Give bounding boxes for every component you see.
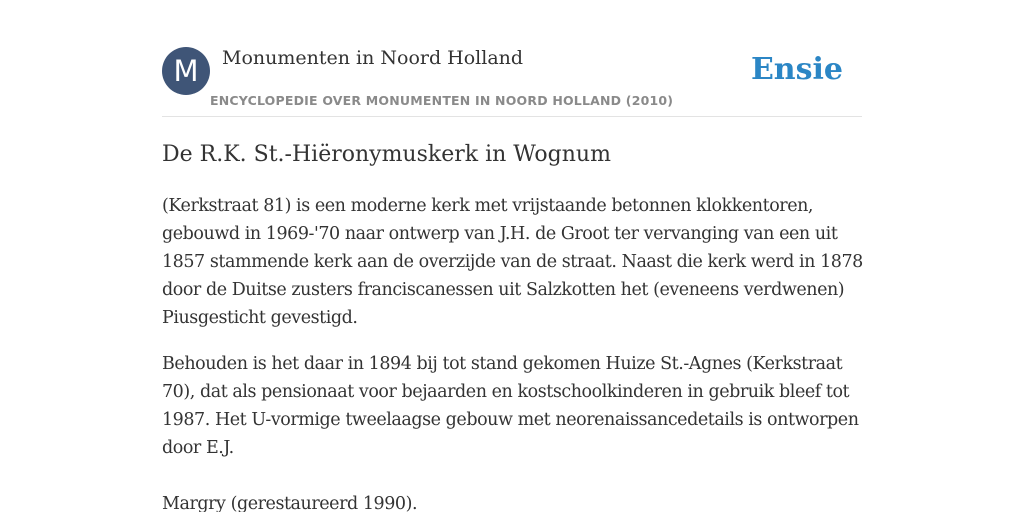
article-title: De R.K. St.-Hiëronymuskerk in Wognum [162, 142, 611, 167]
header [162, 46, 862, 117]
site-subtitle: ENCYCLOPEDIE OVER MONUMENTEN IN NOORD HOLLAND (2010) [210, 93, 674, 108]
avatar[interactable]: M [162, 47, 210, 95]
paragraph: Behouden is het daar in 1894 bij tot stand gekomen Huize St.-Agnes (Kerkstraat 70), dat als pensionaat voor bejaarden en kostschoolkinderen in gebruik bleef tot 1987. Het U-vormige tweelaagse gebouw met neorenaissancedetails is ontworpen door E.J. [162, 354, 859, 458]
paragraph: (Kerkstraat 81) is een moderne kerk met vrijstaande betonnen klokkentoren, gebouwd in 1969-'70 naar ontwerp van J.H. de Groot ter vervanging van een uit 1857 stammende kerk aan de overzijde van de straat. Naast die kerk werd in 1878 door de Duitse zusters franciscanessen uit Salzkotten het (eveneens verdwenen) Piusgesticht gevestigd. [162, 196, 863, 328]
article-body [162, 192, 867, 512]
brand-logo[interactable]: Ensie [750, 52, 843, 87]
paragraph: Margry (gerestaureerd 1990). [162, 494, 418, 512]
site-title[interactable]: Monumenten in Noord Holland [222, 47, 524, 69]
